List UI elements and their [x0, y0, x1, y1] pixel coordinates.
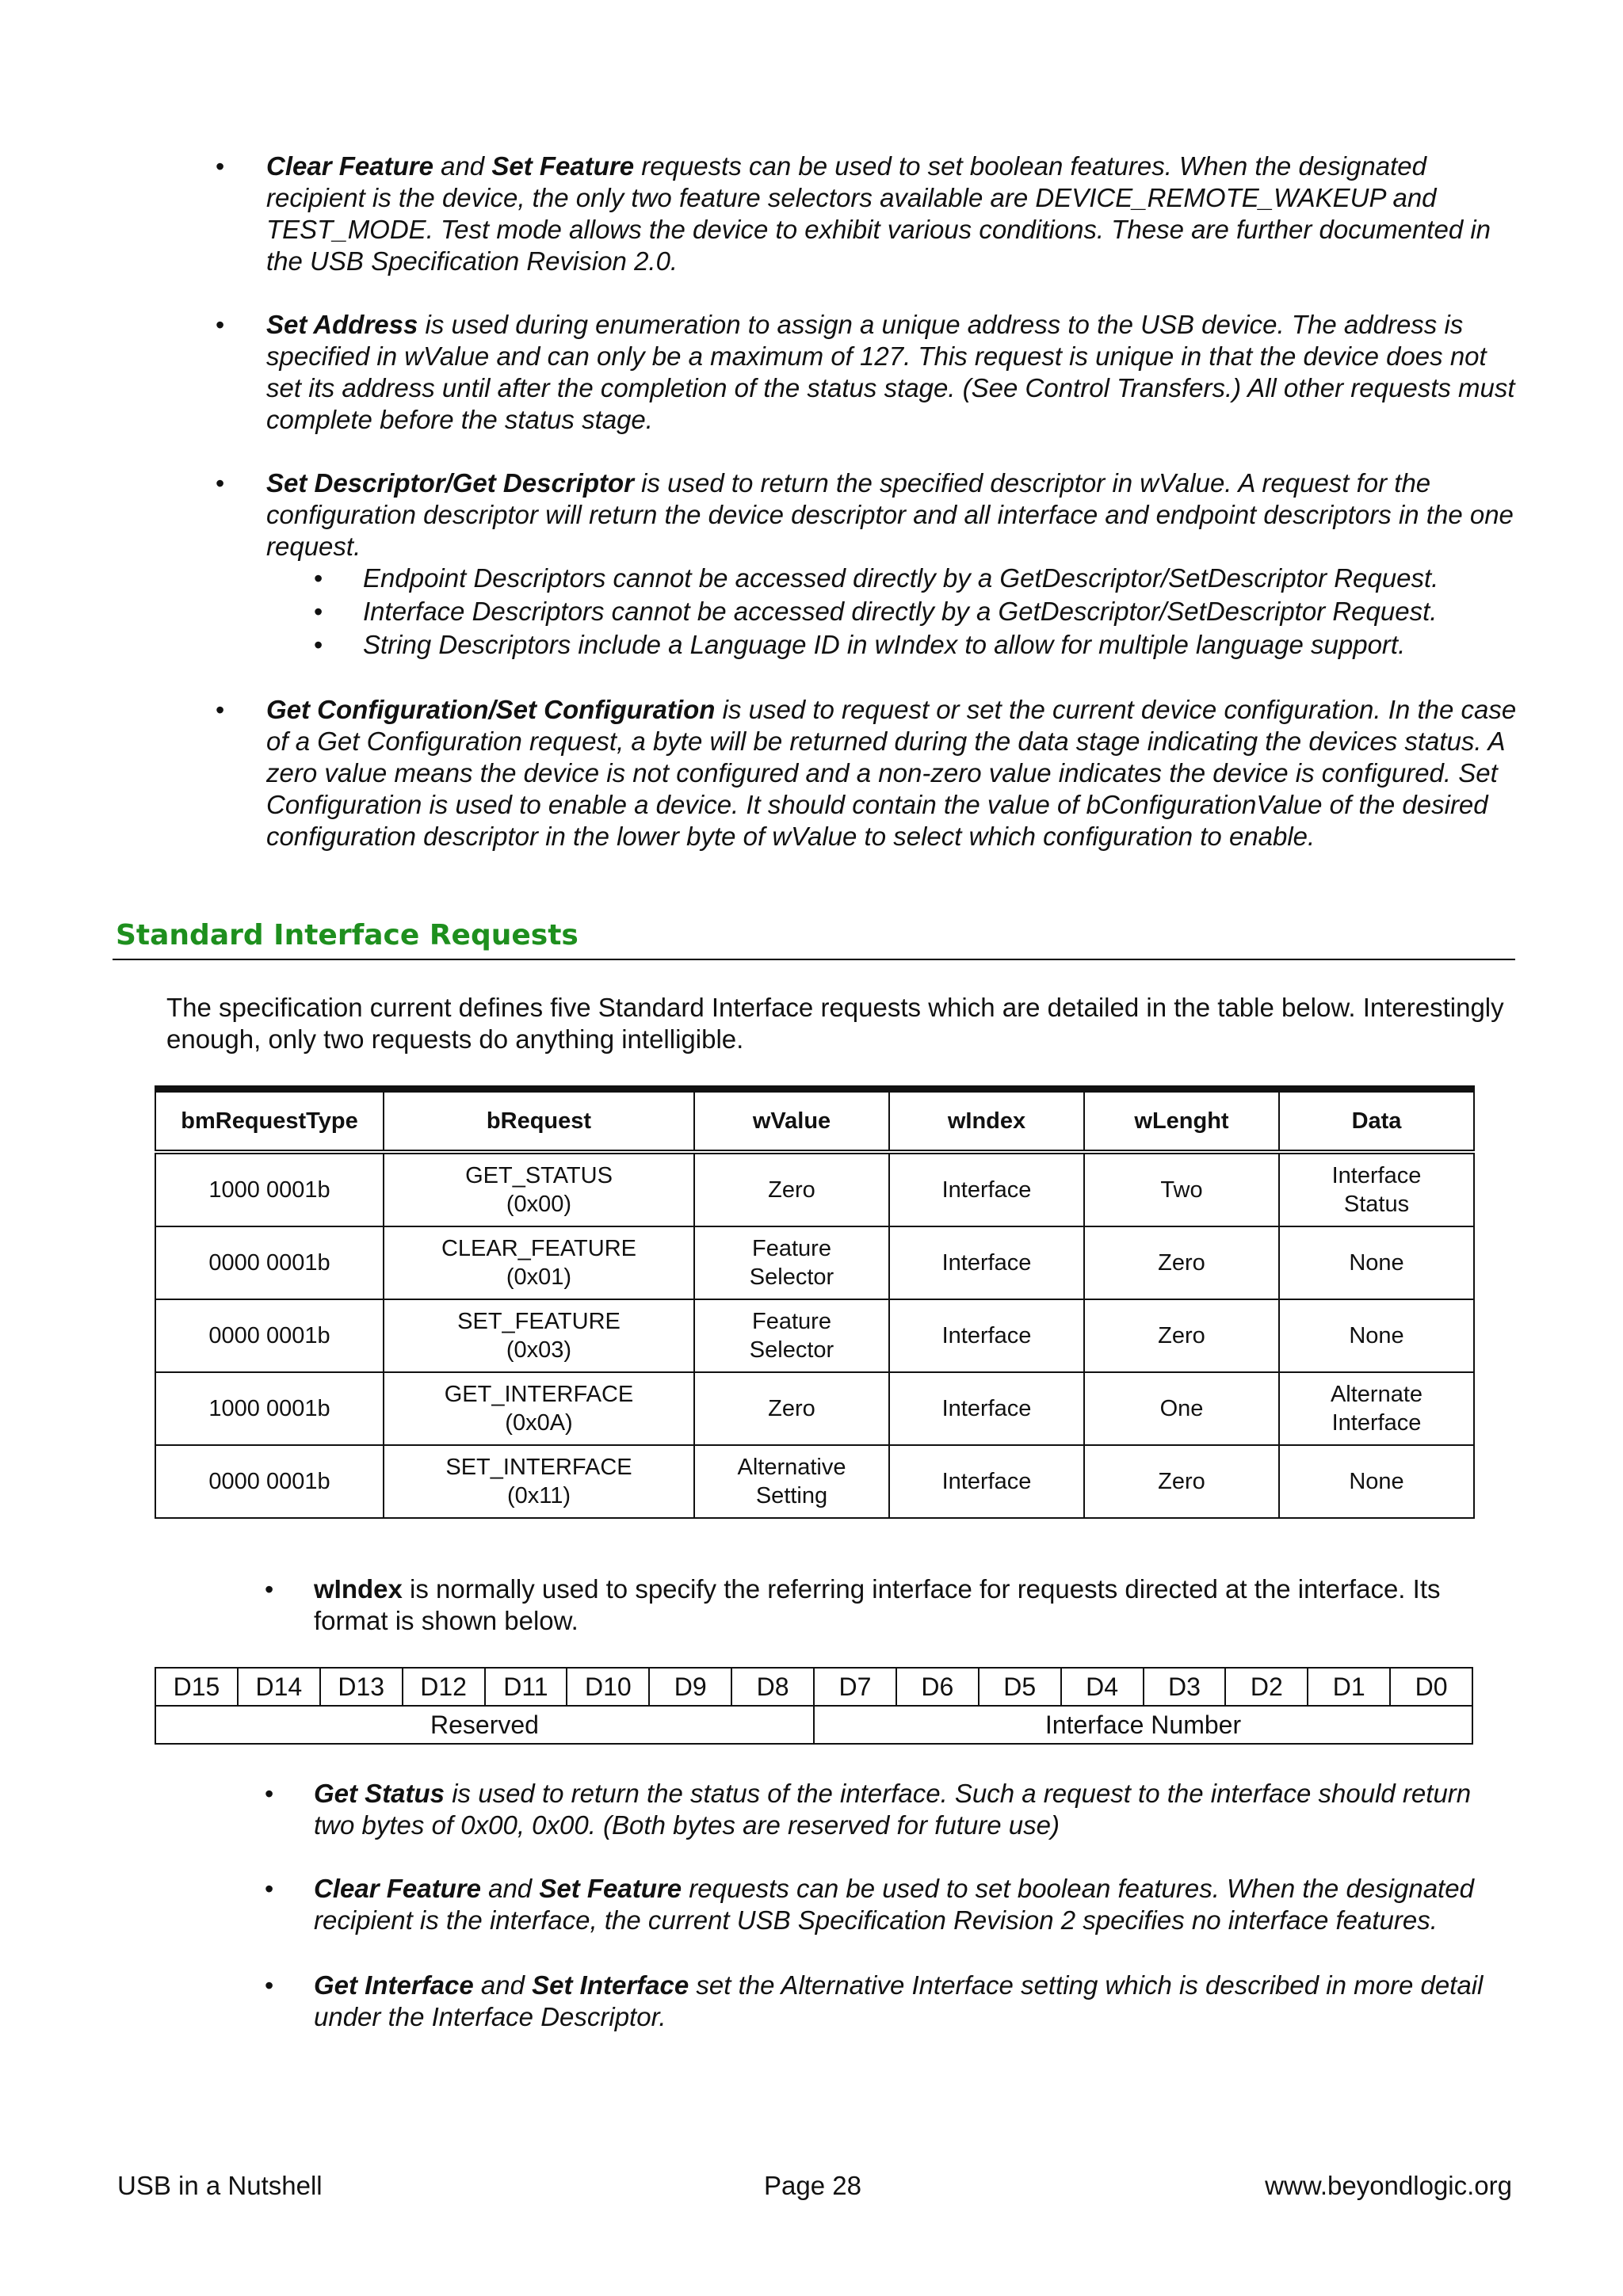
bit-cell: D4 [1061, 1668, 1144, 1706]
bit-cell: D11 [485, 1668, 567, 1706]
bullet-dot: • [314, 631, 323, 659]
field-reserved: Reserved [155, 1706, 814, 1744]
windex-note: wIndex is normally used to specify the referring interface for requests directed at the interface. Its format is shown below. [314, 1574, 1441, 1635]
cell: Feature Selector [694, 1226, 889, 1299]
bit-table-wrap [155, 1667, 1473, 1745]
header-windex: wIndex [889, 1089, 1084, 1153]
cell: None [1279, 1445, 1474, 1518]
cell: GET_INTERFACE (0x0A) [384, 1372, 694, 1445]
term: Set Feature [491, 151, 635, 181]
term: Clear Feature [266, 151, 433, 181]
standard-interface-request-table [155, 1085, 1475, 1519]
sub-bullet-interface-descriptors: Interface Descriptors cannot be accessed directly by a GetDescriptor/SetDescriptor Request. [363, 597, 1438, 626]
cell: Zero [694, 1372, 889, 1445]
bit-cell: D7 [814, 1668, 896, 1706]
term: Get Configuration/Set Configuration [266, 695, 716, 724]
cell: 1000 0001b [155, 1152, 384, 1226]
term: Set Interface [532, 1970, 689, 2000]
bit-cell: D2 [1225, 1668, 1308, 1706]
bit-cell: D14 [238, 1668, 320, 1706]
cell: One [1084, 1372, 1279, 1445]
footer-page-number: Page 28 [764, 2171, 861, 2200]
bullet-dot: • [265, 1875, 274, 1903]
sub-bullet-endpoint-descriptors: Endpoint Descriptors cannot be accessed directly by a GetDescriptor/SetDescriptor Request. [363, 563, 1439, 593]
header-bmrequesttype: bmRequestType [155, 1089, 384, 1153]
windex-bit-layout-table [155, 1667, 1473, 1745]
section-intro: The specification current defines five Standard Interface requests which are detailed in the table below. Interestingly enough, only two requests do anything intelligible. [166, 993, 1504, 1054]
cell: Interface [889, 1445, 1084, 1518]
header-wvalue: wValue [694, 1089, 889, 1153]
cell: SET_INTERFACE (0x11) [384, 1445, 694, 1518]
cell: Zero [1084, 1445, 1279, 1518]
field-interface-number: Interface Number [814, 1706, 1472, 1744]
cell: Interface [889, 1372, 1084, 1445]
term: Get Interface [314, 1970, 474, 2000]
cell: 0000 0001b [155, 1299, 384, 1372]
bullet-dot: • [216, 696, 225, 724]
bit-field-row [155, 1706, 1472, 1744]
cell: Zero [1084, 1226, 1279, 1299]
footer-left: USB in a Nutshell [117, 2171, 323, 2200]
cell: 0000 0001b [155, 1226, 384, 1299]
cell: Zero [694, 1152, 889, 1226]
bullet-dot: • [314, 597, 323, 626]
bit-cell: D12 [403, 1668, 485, 1706]
bullet-get-set-interface: Get Interface and Set Interface set the Alternative Interface setting which is described in more detail under the Interface Descriptor. [314, 1970, 1484, 2031]
cell: CLEAR_FEATURE (0x01) [384, 1226, 694, 1299]
bit-cell: D3 [1144, 1668, 1226, 1706]
table-header-row [155, 1089, 1474, 1153]
term: Set Descriptor/Get Descriptor [266, 468, 634, 498]
cell: Interface Status [1279, 1152, 1474, 1226]
header-data: Data [1279, 1089, 1474, 1153]
table-row [155, 1299, 1474, 1372]
bullet-dot: • [216, 311, 225, 339]
bit-cell: D5 [979, 1668, 1061, 1706]
bullet-get-status: Get Status is used to return the status of the interface. Such a request to the interface should return two bytes of 0x00, 0x00. (Both bytes are reserved for future use) [314, 1779, 1472, 1840]
section-title: Standard Interface Requests [116, 919, 579, 952]
term: Clear Feature [314, 1874, 481, 1903]
bullet-set-address: Set Address is used during enumeration to assign a unique address to the USB device. The address is specified in wValue and can only be a maximum of 127. This request is unique in that the device does not set its address until after the completion of the status stage. (See Control Transfers.) All other requests must complete before the status stage. [266, 310, 1515, 434]
request-table-wrap [155, 1085, 1475, 1519]
header-brequest: bRequest [384, 1089, 694, 1153]
sub-bullet-string-descriptors: String Descriptors include a Language ID in wIndex to allow for multiple language support. [363, 630, 1406, 659]
table-row [155, 1445, 1474, 1518]
cell: GET_STATUS (0x00) [384, 1152, 694, 1226]
cell: SET_FEATURE (0x03) [384, 1299, 694, 1372]
cell: None [1279, 1226, 1474, 1299]
bit-cell: D13 [320, 1668, 403, 1706]
cell: Two [1084, 1152, 1279, 1226]
cell: 0000 0001b [155, 1445, 384, 1518]
footer-url: www.beyondlogic.org [1265, 2171, 1512, 2200]
cell: Zero [1084, 1299, 1279, 1372]
cell: Interface [889, 1226, 1084, 1299]
term: Set Feature [539, 1874, 682, 1903]
bit-cell: D10 [567, 1668, 649, 1706]
cell: Interface [889, 1299, 1084, 1372]
bit-cell: D9 [649, 1668, 731, 1706]
bit-cell: D8 [731, 1668, 814, 1706]
bullet-get-set-configuration: Get Configuration/Set Configuration is used to request or set the current device configuration. In the case of a Get Configuration request, a byte will be returned during the data stage indicating the devices status. A zero value means the device is not configured and a non-zero value indicates the device is configured. Set Configuration is used to enable a device. It should contain the value of bConfigurationValue of the desired configuration descriptor in the lower byte of wValue to select which configuration to enable. [266, 695, 1517, 851]
cell: Alternative Setting [694, 1445, 889, 1518]
bullet-set-get-descriptor: Set Descriptor/Get Descriptor is used to return the specified descriptor in wValue. A request for the configuration descriptor will return the device descriptor and all interface and endpoint descriptors in the one request. [266, 468, 1514, 561]
bit-cell: D15 [155, 1668, 238, 1706]
cell: 1000 0001b [155, 1372, 384, 1445]
cell: None [1279, 1299, 1474, 1372]
bit-header-row [155, 1668, 1472, 1706]
term: Set Address [266, 310, 418, 339]
bullet-clear-set-feature-interface: Clear Feature and Set Feature requests can be used to set boolean features. When the designated recipient is the interface, the current USB Specification Revision 2 specifies no interface features. [314, 1874, 1474, 1935]
table-row [155, 1372, 1474, 1445]
bit-cell: D1 [1308, 1668, 1390, 1706]
bit-cell: D6 [896, 1668, 979, 1706]
bullet-dot: • [265, 1971, 274, 2000]
cell: Alternate Interface [1279, 1372, 1474, 1445]
table-row [155, 1226, 1474, 1299]
bit-cell: D0 [1390, 1668, 1472, 1706]
cell: Interface [889, 1152, 1084, 1226]
section-rule [113, 959, 1515, 960]
term: wIndex [314, 1574, 403, 1604]
table-row [155, 1152, 1474, 1226]
bullet-dot: • [216, 152, 225, 181]
term: Get Status [314, 1779, 445, 1808]
cell: Feature Selector [694, 1299, 889, 1372]
bullet-dot: • [265, 1575, 274, 1604]
bullet-dot: • [265, 1779, 274, 1808]
bullet-dot: • [216, 469, 225, 498]
bullet-dot: • [314, 564, 323, 593]
header-wlength: wLenght [1084, 1089, 1279, 1153]
bullet-clear-set-feature-device: Clear Feature and Set Feature requests can be used to set boolean features. When the designated recipient is the device, the only two feature selectors available are DEVICE_REMOTE_WAKEUP and TEST_MODE. Test mode allows the device to exhibit various conditions. These are further documented in the USB Specification Revision 2.0. [266, 151, 1491, 276]
